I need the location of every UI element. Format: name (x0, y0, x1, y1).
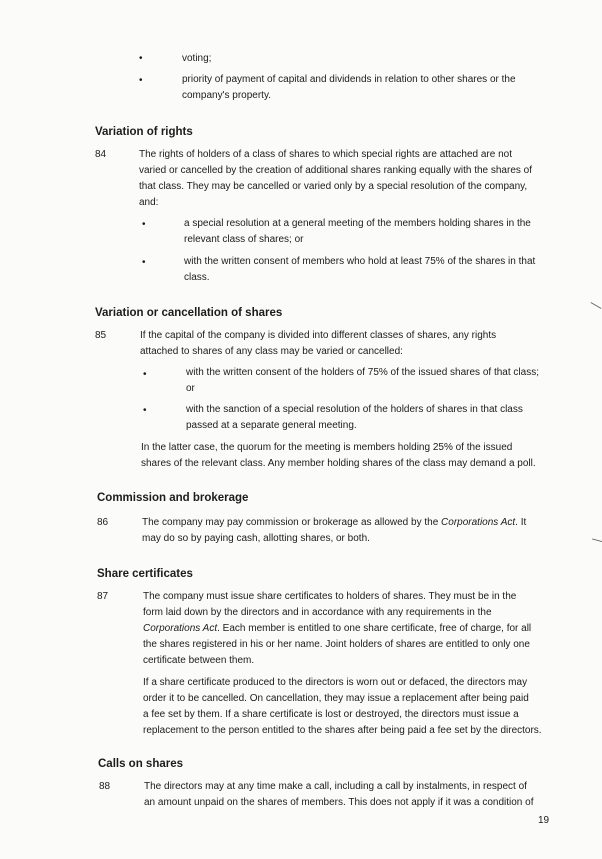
clause-85-line-2: attached to shares of any class may be varied or cancelled: (140, 346, 403, 357)
bullet-marker: • (139, 75, 143, 86)
clause-number-88: 88 (99, 781, 111, 792)
scan-mark (592, 538, 602, 542)
clause-87-after-line-4: replacement to the person entitled to the shares after being paid a fee set by the directors. (143, 725, 542, 736)
bullet-marker: • (142, 219, 146, 230)
clause-87-after-line-1: If a share certificate produced to the directors is worn out or defaced, the directors may (143, 677, 528, 688)
clause-84-line-1: The rights of holders of a class of shares to which special rights are attached are not (139, 149, 512, 160)
clause-87-after-line-3: a fee set by them. If a share certificate is lost or destroyed, the directors must issue a (143, 709, 519, 720)
clause-85-bullet-1-line-2: or (186, 383, 195, 394)
bullet-marker: • (143, 405, 147, 416)
clause-88-line-1: The directors may at any time make a call, including a call by instalments, in respect of (144, 781, 527, 792)
heading-calls-on-shares: Calls on shares (98, 758, 184, 770)
clause-84-bullet-2-line-1: with the written consent of members who hold at least 75% of the shares in that (184, 256, 536, 267)
clause-85-bullet-2-line-2: passed at a separate general meeting. (186, 420, 357, 431)
clause-85-after-line-1: In the latter case, the quorum for the meeting is members holding 25% of the issued (141, 442, 513, 453)
page-number: 19 (538, 815, 550, 826)
bullet-marker: • (143, 369, 147, 380)
clause-86-line-2: may do so by paying cash, allotting shares, or both. (142, 533, 370, 544)
clause-85-line-1: If the capital of the company is divided into different classes of shares, any rights (140, 330, 497, 341)
clause-87-line-2: form laid down by the directors and in accordance with any requirements in the (143, 607, 492, 618)
clause-84-bullet-1-line-1: a special resolution at a general meeting of the members holding shares in the (184, 218, 531, 229)
clause-87-line-1: The company must issue share certificates to holders of shares. They must be in the (143, 591, 517, 602)
top-bullet-1-line-1: voting; (182, 53, 212, 64)
clause-87-line-3: Corporations Act. Each member is entitled to one share certificate, free of charge, for all (143, 623, 532, 634)
clause-number-84: 84 (95, 149, 107, 160)
clause-87-line-4: the shares registered in his or her name. Joint holders of shares are entitled to only one (143, 639, 530, 650)
clause-number-86: 86 (97, 517, 109, 528)
clause-84-line-3: that class. They may be cancelled or varied only by a special resolution of the company, (139, 181, 528, 192)
clause-85-bullet-1-line-1: with the written consent of the holders of 75% of the issued shares of that class; (186, 367, 539, 378)
clause-87-after-line-2: order it to be cancelled. On cancellation, they may issue a replacement after being paid (143, 693, 529, 704)
bullet-marker: • (139, 53, 143, 64)
act-title: Corporations Act (143, 623, 218, 634)
bullet-marker: • (142, 257, 146, 268)
heading-variation-of-rights: Variation of rights (95, 126, 193, 138)
clause-84-bullet-1-line-2: relevant class of shares; or (184, 234, 304, 245)
scan-mark (591, 302, 602, 309)
heading-variation-or-cancellation: Variation or cancellation of shares (95, 307, 283, 319)
clause-number-87: 87 (97, 591, 109, 602)
top-bullet-2-line-1: priority of payment of capital and dividends in relation to other shares or the (182, 74, 516, 85)
clause-86-line-1: The company may pay commission or brokerage as allowed by the Corporations Act. It (142, 517, 527, 528)
clause-87-line-5: certificate between them. (143, 655, 255, 666)
clause-85-after-line-2: shares of the relevant class. Any member holding shares of the class may demand a poll. (141, 458, 536, 469)
heading-share-certificates: Share certificates (97, 568, 193, 580)
clause-84-line-2: varied or cancelled by the creation of additional shares ranking equally with the shares of (139, 165, 533, 176)
clause-number-85: 85 (95, 330, 107, 341)
clause-88-line-2: an amount unpaid on the shares of members. This does not apply if it was a condition of (144, 797, 534, 808)
clause-85-bullet-2-line-1: with the sanction of a special resolution of the holders of shares in that class (186, 404, 523, 415)
act-title: Corporations Act (441, 517, 516, 528)
heading-commission-and-brokerage: Commission and brokerage (97, 492, 249, 504)
clause-84-bullet-2-line-2: class. (184, 272, 210, 283)
clause-84-line-4: and: (139, 197, 159, 208)
top-bullet-2-line-2: company's property. (182, 90, 271, 101)
